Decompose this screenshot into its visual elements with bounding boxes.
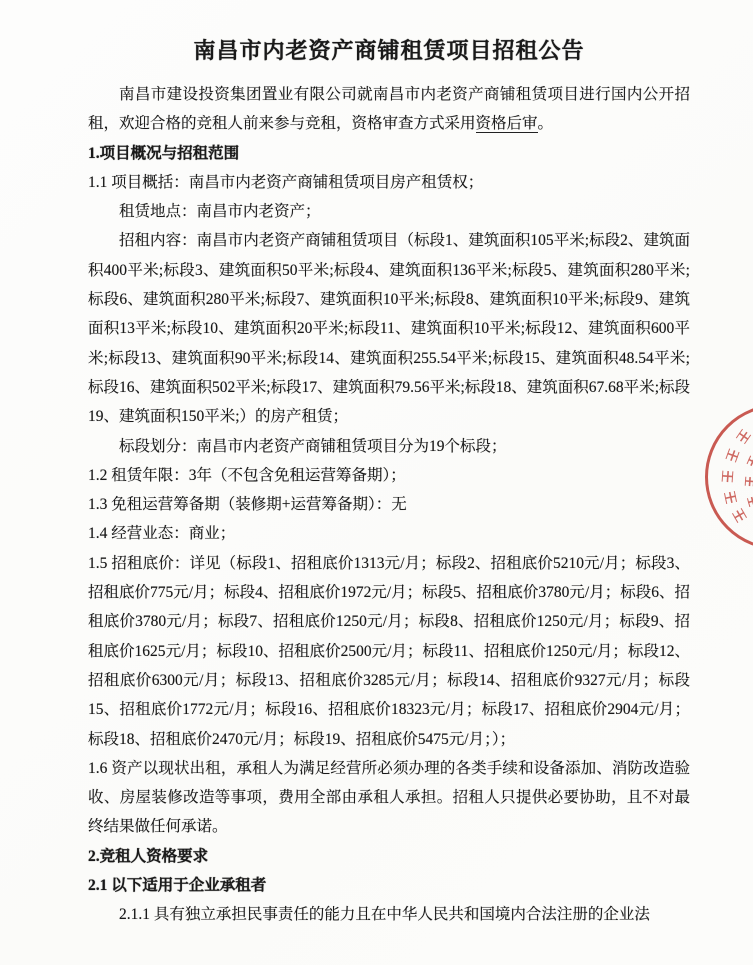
clause-1-6: 1.6 资产以现状出租，承租人为满足经营所必须办理的各类手续和设备添加、消防改造验收、房屋装修改造等事项，费用全部由承租人承担。招租人只提供必要协助，且不对最终结果做任何承诺。: [88, 759, 690, 836]
seal-glyph-mark: [745, 477, 753, 487]
clause-2-1-1: 2.1.1 具有独立承担民事责任的能力且在中华人民共和国境内合法注册的企业法: [119, 906, 650, 924]
seal-glyph-mark: [736, 429, 751, 444]
clause-1-5: 1.5 招租底价：详见（标段1、招租底价1313元/月；标段2、招租底价5210元/月；标段3、招租底价775元/月；标段4、招租底价1972元/月；标段5、招租底价3780元/月；标段6、招租底价3780元/月；标段7、招租底价1250元/月；标段8、招租底价1250元/月；标段9、招租底价1625元/月；标段10、招租底价2500元/月；标段11、招租底价1250元/月；标段12、招租底价6300元/月；标段13、招租底价3285元/月；标段14、招租底价9327元/月；标段15、招租底价1772元/月；标段16、招租底价18323元/月；标段17、招租底价2904元/月；标段18、招租底价2470元/月；标段19、招租底价5475元/月；）；: [88, 554, 690, 748]
intro-text: 南昌市建设投资集团置业有限公司就南昌市内老资产商铺租赁项目进行国内公开招租，欢迎合格的竞租人前来参与竞租，资格审查方式采用: [88, 86, 690, 133]
seal-glyph-mark: [722, 471, 734, 483]
seal-glyph-mark: [724, 491, 737, 504]
clause-1-1: 1.1 项目概括：南昌市内老资产商铺租赁项目房产租赁权；: [88, 173, 484, 191]
document-title: 南昌市内老资产商铺租赁项目招租公告: [193, 38, 585, 63]
document-body: [88, 34, 690, 930]
section-heading-1: 1.项目概况与招租范围: [88, 144, 240, 162]
clause-section-division: 标段划分：南昌市内老资产商铺租赁项目分为19个标段；: [119, 437, 507, 455]
intro-underlined-term: 资格后审: [475, 115, 538, 133]
section-heading-2-1: 2.1 以下适用于企业承租者: [88, 877, 267, 895]
clause-1-2: 1.2 租赁年限：3年（不包含免租运营筹备期）；: [88, 466, 406, 484]
seal-glyph-mark: [747, 496, 753, 507]
intro-period: 。: [537, 115, 554, 133]
seal-glyph-mark: [725, 448, 739, 462]
section-heading-2: 2.竞租人资格要求: [88, 847, 209, 865]
clause-1-3: 1.3 免租运营筹备期（装修期+运营筹备期）：无: [88, 496, 407, 514]
seal-glyph-mark: [732, 508, 747, 523]
red-official-seal: [705, 404, 753, 550]
clause-1-4: 1.4 经营业态：商业；: [88, 525, 236, 543]
clause-lease-location: 租赁地点：南昌市内老资产；: [119, 203, 321, 221]
seal-glyph-mark: [747, 456, 753, 468]
intro-paragraph: [88, 80, 690, 139]
clause-lease-content: 招租内容：南昌市内老资产商铺租赁项目（标段1、建筑面积105平米;标段2、建筑面积400平米;标段3、建筑面积50平米;标段4、建筑面积136平米;标段5、建筑面积280平米;标段6、建筑面积280平米;标段7、建筑面积10平米;标段8、建筑面积10平米;标段9、建筑面积13平米;标段10、建筑面积20平米;标段11、建筑面积10平米;标段12、建筑面积600平米;标段13、建筑面积90平米;标段14、建筑面积255.54平米;标段15、建筑面积48.54平米;标段16、建筑面积502平米;标段17、建筑面积79.56平米;标段18、建筑面积67.68平米;标段19、建筑面积150平米;）的房产租赁；: [88, 232, 690, 426]
